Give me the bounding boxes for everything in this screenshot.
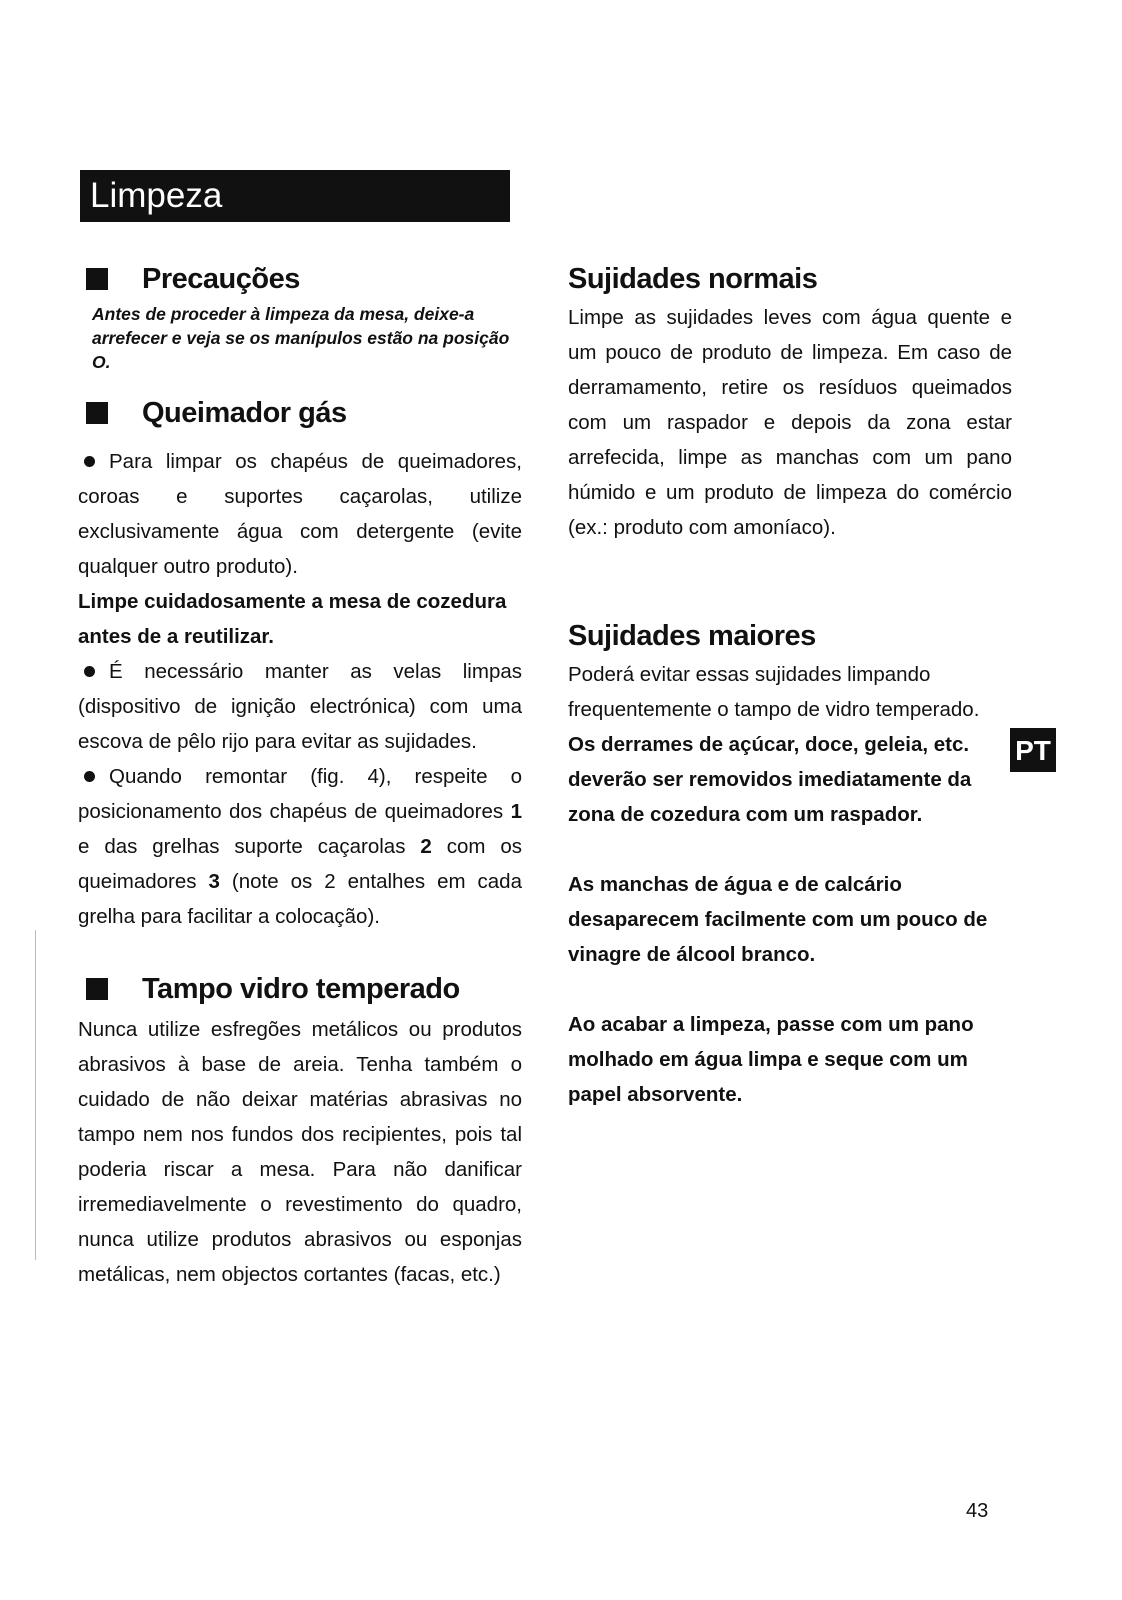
heading-text: Tampo vidro temperado: [142, 973, 460, 1005]
language-badge: PT: [1010, 728, 1056, 772]
page-number: 43: [966, 1500, 989, 1522]
section-heading-queimador: [78, 394, 522, 432]
item-text: É necessário manter as velas limpas (dispositivo de ignição electrónica) com uma escova de pêlo rijo para evitar as sujidades.: [78, 660, 522, 753]
item-text: e das grelhas suporte caçarolas: [78, 835, 406, 858]
normais-text: Limpe as sujidades leves com água quente e um pouco de produto de limpeza. Em caso de derramamento, retire os resíduos queimados com um raspador e depois da zona estar arrefecida, limpe as manchas com um pano húmido e um produto de limpeza do comércio (ex.: produto com amoníaco).: [568, 306, 1012, 539]
queimador-warning: Limpe cuidadosamente a mesa de cozedura antes de a reutilizar.: [78, 590, 507, 648]
section-heading-normais: [568, 260, 1012, 298]
item-number: 1: [510, 800, 523, 823]
precaucoes-text: Antes de proceder à limpeza da mesa, deixe-a arrefecer e veja se os manípulos estão na posição O.: [92, 304, 510, 372]
item-text: Quando remontar (fig. 4), respeite o posicionamento dos chapéus de queimadores: [78, 765, 522, 823]
item-text: com os queimadores: [78, 835, 522, 893]
round-bullet-icon: [84, 456, 95, 467]
square-bullet-icon: [86, 978, 108, 1000]
section-heading-precaucoes: [78, 260, 522, 298]
scan-mark: [35, 930, 36, 1260]
tampo-text: Nunca utilize esfregões metálicos ou produtos abrasivos à base de areia. Tenha também o cuidado de não deixar matérias abrasivas no tampo nem nos fundos dos recipientes, pois tal poderia riscar a mesa. Para não danificar irremediavelmente o revestimento do quadro, nunca utilize produtos abrasivos ou esponjas metálicas, nem objectos cortantes (facas, etc.): [78, 1018, 522, 1286]
item-number: 2: [420, 835, 432, 858]
heading-text: Sujidades maiores: [568, 620, 816, 652]
maiores-bold-1: Os derrames de açúcar, doce, geleia, etc. deverão ser removidos imediatamente da zona de cozedura com um raspador.: [568, 733, 972, 826]
heading-text: Precauções: [142, 263, 300, 295]
square-bullet-icon: [86, 268, 108, 290]
item-number: 3: [208, 870, 220, 893]
right-column: [568, 260, 1012, 1112]
round-bullet-icon: [84, 771, 95, 782]
queimador-item-1: [78, 444, 522, 584]
round-bullet-icon: [84, 666, 95, 677]
heading-text: Sujidades normais: [568, 263, 818, 295]
section-heading-maiores: [568, 617, 1012, 655]
section-heading-tampo: [78, 970, 522, 1008]
maiores-text: Poderá evitar essas sujidades limpando frequentemente o tampo de vidro temperado.: [568, 663, 980, 721]
item-text: (note os 2 entalhes em cada grelha para facilitar a colocação).: [78, 870, 522, 928]
maiores-bold-3: Ao acabar a limpeza, passe com um pano molhado em água limpa e seque com um papel absorvente.: [568, 1013, 974, 1106]
item-text: Para limpar os chapéus de queimadores, coroas e suportes caçarolas, utilize exclusivamente água com detergente (evite qualquer outro produto).: [78, 450, 522, 578]
page-title: Limpeza: [80, 170, 510, 222]
heading-text: Queimador gás: [142, 397, 347, 429]
maiores-bold-2: As manchas de água e de calcário desaparecem facilmente com um pouco de vinagre de álcool branco.: [568, 873, 988, 966]
queimador-item-3: [78, 759, 522, 934]
left-column: [78, 260, 522, 1292]
square-bullet-icon: [86, 402, 108, 424]
queimador-item-2: [78, 654, 522, 759]
